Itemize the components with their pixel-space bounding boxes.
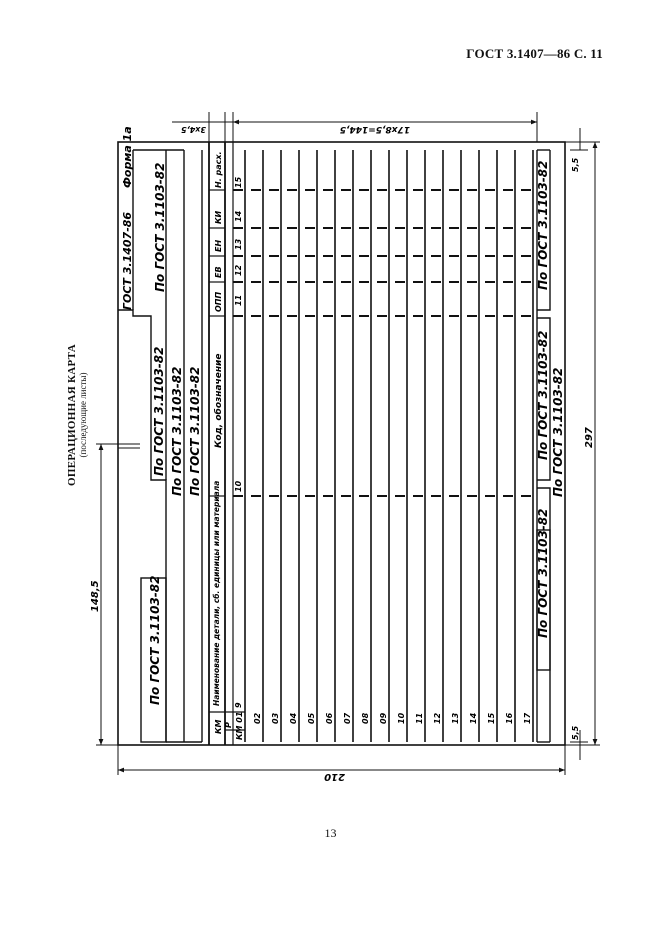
col-header-naim: Наименование детали, сб. единицы или материала [212, 480, 221, 706]
ref-label-left-3: По ГОСТ 3.1103-82 [188, 366, 202, 496]
dim-bottom-margin: 5,5 [571, 725, 580, 740]
p-label: Р [224, 722, 233, 728]
col-num-12: 12 [234, 264, 243, 276]
dim-height: 297 [584, 427, 595, 448]
row-lines [245, 150, 533, 742]
col-num-14: 14 [234, 210, 243, 222]
form-outer-frame [118, 142, 565, 745]
ref-label-right-1: По ГОСТ 3.1103-82 [536, 160, 550, 290]
col-header-km: КМ [214, 719, 223, 734]
ref-label-right-2: По ГОСТ 3.1103-82 [536, 330, 550, 460]
col-header-ki: КИ [214, 210, 223, 224]
row-label: 15 [487, 712, 496, 724]
row-label: 07 [343, 712, 352, 724]
row-label: 14 [469, 712, 478, 724]
ref-label-right-3: По ГОСТ 3.1103-82 [551, 367, 565, 497]
dim-width: 210 [324, 771, 345, 782]
col-header-opp: ОПП [214, 291, 223, 312]
row-label: 16 [505, 712, 514, 724]
row-label: 17 [523, 712, 532, 724]
col-header-kod: Код, обозначение [214, 353, 224, 448]
col-header-norm: Н. расх. [214, 151, 223, 188]
dim-left-block: 3х4,5 [181, 125, 206, 134]
row-labels [235, 712, 532, 740]
dim-top-margin: 5,5 [571, 157, 580, 172]
row-label: 04 [289, 712, 298, 724]
dim-half: 148,5 [90, 580, 101, 612]
side-title-sub: (последующие листы) [78, 372, 88, 458]
side-title-main: ОПЕРАЦИОННАЯ КАРТА [66, 343, 78, 487]
col-num-10: 10 [234, 480, 243, 492]
form-label: Форма 1а [121, 126, 134, 188]
col-header-en: ЕН [214, 239, 223, 252]
row-label: 08 [361, 712, 370, 724]
ref-label-top: По ГОСТ 3.1103-82 [153, 162, 167, 292]
row-label: 06 [325, 712, 334, 724]
ref-label-right-4: По ГОСТ 3.1103-82 [536, 508, 550, 638]
row-label: 05 [307, 712, 316, 724]
ref-label-left-2: По ГОСТ 3.1103-82 [170, 366, 184, 496]
row-label: 12 [433, 712, 442, 724]
col-header-ev: ЕВ [214, 266, 223, 278]
row-label: 10 [397, 712, 406, 724]
gost-label: ГОСТ 3.1407-86 [121, 211, 134, 310]
page-number: 13 [324, 826, 337, 840]
page-header: ГОСТ 3.1407—86 С. 11 [466, 46, 603, 61]
row-label: КМ 01 [235, 711, 244, 740]
ref-label-left-1: По ГОСТ 3.1103-82 [152, 346, 166, 476]
ref-label-bottom: По ГОСТ 3.1103-82 [148, 575, 162, 705]
col-num-11: 11 [234, 294, 243, 306]
row-label: 09 [379, 712, 388, 724]
col-num-13: 13 [234, 238, 243, 250]
col-num-15: 15 [234, 176, 243, 188]
row-label: 13 [451, 712, 460, 724]
row-label: 03 [271, 712, 280, 724]
dashed-separators [233, 190, 537, 496]
leader-line [118, 444, 140, 448]
dim-top-span: 17х8,5=144,5 [339, 124, 410, 134]
row-label: 11 [415, 712, 424, 724]
row-label: 02 [253, 712, 262, 724]
col-num-9: 9 [234, 702, 243, 708]
